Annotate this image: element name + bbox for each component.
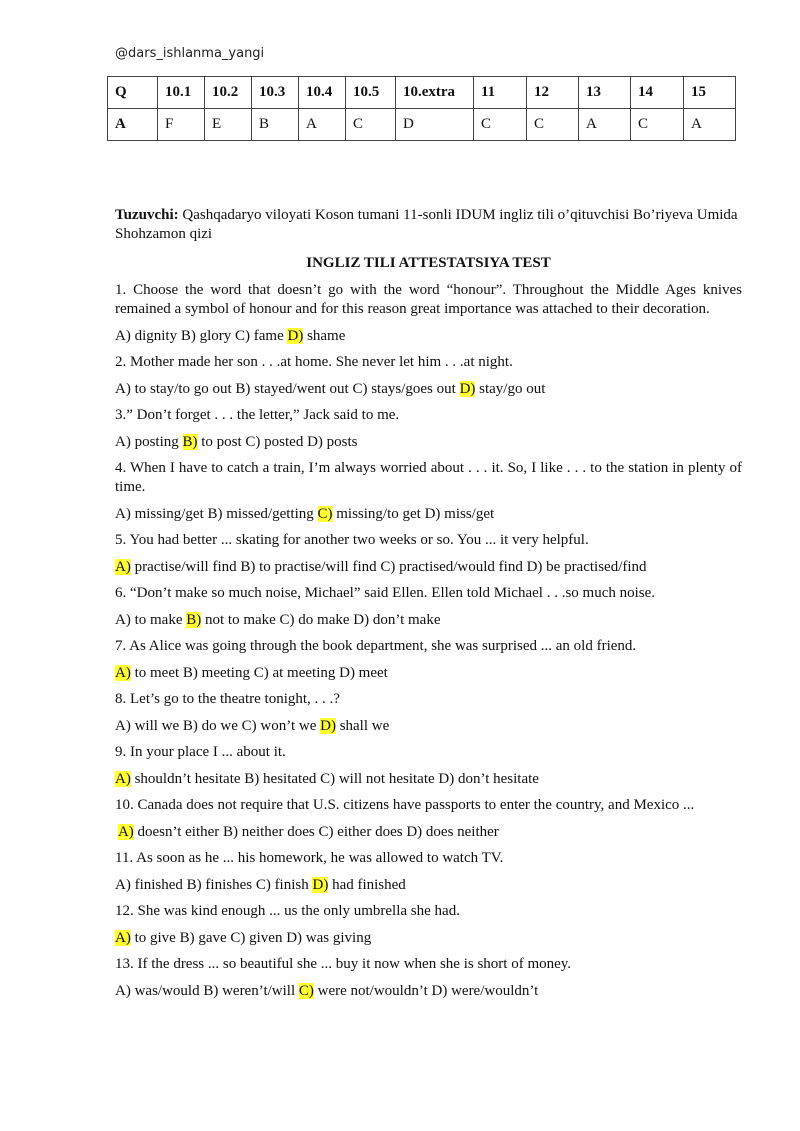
table-cell-question: 10.1 [158,77,205,109]
answer-options [115,717,742,736]
question-text: 12. She was kind enough ... us the only umbrella she had. [115,903,460,919]
correct-answer-highlight: D) [459,381,476,397]
table-cell-question: 10.3 [252,77,299,109]
author-text: Qashqadaryo viloyati Koson tumani 11-sonli IDUM ingliz tili o’qituvchisi Bo’riyeva Umida Shohzamon qizi [115,207,738,242]
table-cell-question: 10.4 [299,77,346,109]
document-body [115,206,742,1008]
options-after-answer: doesn’t either B) neither does C) either does D) does neither [133,824,499,840]
correct-answer-highlight: C) [317,506,333,522]
options-after-answer: to post C) posted D) posts [197,434,358,450]
correct-answer-highlight: D) [312,877,329,893]
channel-handle: @dars_ishlanma_yangi [115,46,265,61]
question-text: 5. You had better ... skating for another two weeks or so. You ... it very helpful. [115,532,589,548]
question-text: 3.” Don’t forget . . . the letter,” Jack said to me. [115,407,400,423]
table-cell-question: 15 [684,77,736,109]
question-text: 13. If the dress ... so beautiful she ... buy it now when she is short of money. [115,956,572,972]
answer-options [115,770,742,789]
options-after-answer: to give B) gave C) given D) was giving [130,930,372,946]
answer-table-question-row [108,77,736,109]
options-after-answer: shouldn’t hesitate B) hesitated C) will not hesitate D) don’t hesitate [130,771,539,787]
correct-answer-highlight: A) [115,665,131,681]
table-cell-answer: A [684,109,736,141]
answer-key-table [107,76,736,141]
table-cell-answer: A [299,109,346,141]
answer-options [115,380,742,399]
answer-options [115,823,742,842]
options-before-answer: A) to make [115,612,187,628]
options-before-answer: A) to stay/to go out B) stayed/went out C) stays/goes out [115,381,460,397]
table-cell-question: 12 [527,77,579,109]
options-before-answer: A) was/would B) weren’t/will [115,983,299,999]
options-before-answer: A) dignity B) glory C) fame [115,328,288,344]
answer-table-answer-row [108,109,736,141]
author-line [115,206,742,244]
options-before-answer: A) missing/get B) missed/getting [115,506,318,522]
answer-options [115,505,742,524]
question-text: 8. Let’s go to the theatre tonight, . . .? [115,691,340,707]
correct-answer-highlight: A) [115,930,131,946]
question-text: 1. Choose the word that doesn’t go with the word “honour”. Throughout the Middle Ages knives remained a symbol of honour and for this reason great importance was attached to their decoration. [115,282,742,317]
options-after-answer: missing/to get D) miss/get [332,506,495,522]
options-before-answer: A) posting [115,434,183,450]
options-before-answer: A) will we B) do we C) won’t we [115,718,321,734]
question-list [115,281,742,1001]
options-after-answer: shame [303,328,346,344]
options-after-answer: stay/go out [475,381,546,397]
answer-options [115,876,742,895]
table-cell-question: 10.2 [205,77,252,109]
correct-answer-highlight: A) [115,559,131,575]
question-text: 4. When I have to catch a train, I’m always worried about . . . it. So, I like . . . to the station in plenty of time. [115,460,742,495]
correct-answer-highlight: C) [298,983,314,999]
author-label: Tuzuvchi: [115,207,179,223]
table-cell-question: 10.5 [346,77,396,109]
options-after-answer: were not/wouldn’t D) were/wouldn’t [313,983,539,999]
correct-answer-highlight: D) [287,328,304,344]
answer-options [115,611,742,630]
table-cell-answer: C [346,109,396,141]
options-after-answer: not to make C) do make D) don’t make [201,612,441,628]
answer-options [115,433,742,452]
correct-answer-highlight: B) [186,612,202,628]
options-after-answer: practise/will find B) to practise/will find C) practised/would find D) be practised/find [130,559,647,575]
table-cell-q-label: Q [108,77,158,109]
table-cell-a-label: A [108,109,158,141]
table-cell-question: 10.extra [396,77,474,109]
table-cell-answer: C [631,109,684,141]
options-before-answer: A) finished B) finishes C) finish [115,877,313,893]
answer-options [115,929,742,948]
table-cell-answer: F [158,109,205,141]
question-text: 10. Canada does not require that U.S. citizens have passports to enter the country, and Mexico ... [115,797,695,813]
answer-options [115,664,742,683]
table-cell-question: 11 [474,77,527,109]
table-cell-answer: D [396,109,474,141]
table-cell-question: 14 [631,77,684,109]
table-cell-answer: E [205,109,252,141]
question-text: 6. “Don’t make so much noise, Michael” said Ellen. Ellen told Michael . . .so much noise. [115,585,656,601]
table-cell-answer: A [579,109,631,141]
answer-options [115,327,742,346]
answer-options [115,982,742,1001]
test-title: INGLIZ TILI ATTESTATSIYA TEST [306,255,551,271]
correct-answer-highlight: B) [182,434,198,450]
table-cell-question: 13 [579,77,631,109]
table-cell-answer: B [252,109,299,141]
table-cell-answer: C [527,109,579,141]
correct-answer-highlight: D) [320,718,336,734]
answer-options [115,558,742,577]
question-text: 2. Mother made her son . . .at home. She never let him . . .at night. [115,354,513,370]
question-text: 11. As soon as he ... his homework, he was allowed to watch TV. [115,850,504,866]
correct-answer-highlight: A) [117,824,134,840]
options-after-answer: to meet B) meeting C) at meeting D) meet [130,665,388,681]
question-text: 9. In your place I ... about it. [115,744,286,760]
table-cell-answer: C [474,109,527,141]
correct-answer-highlight: A) [115,771,131,787]
question-text: 7. As Alice was going through the book department, she was surprised ... an old friend. [115,638,637,654]
options-after-answer: shall we [335,718,390,734]
options-after-answer: had finished [328,877,406,893]
